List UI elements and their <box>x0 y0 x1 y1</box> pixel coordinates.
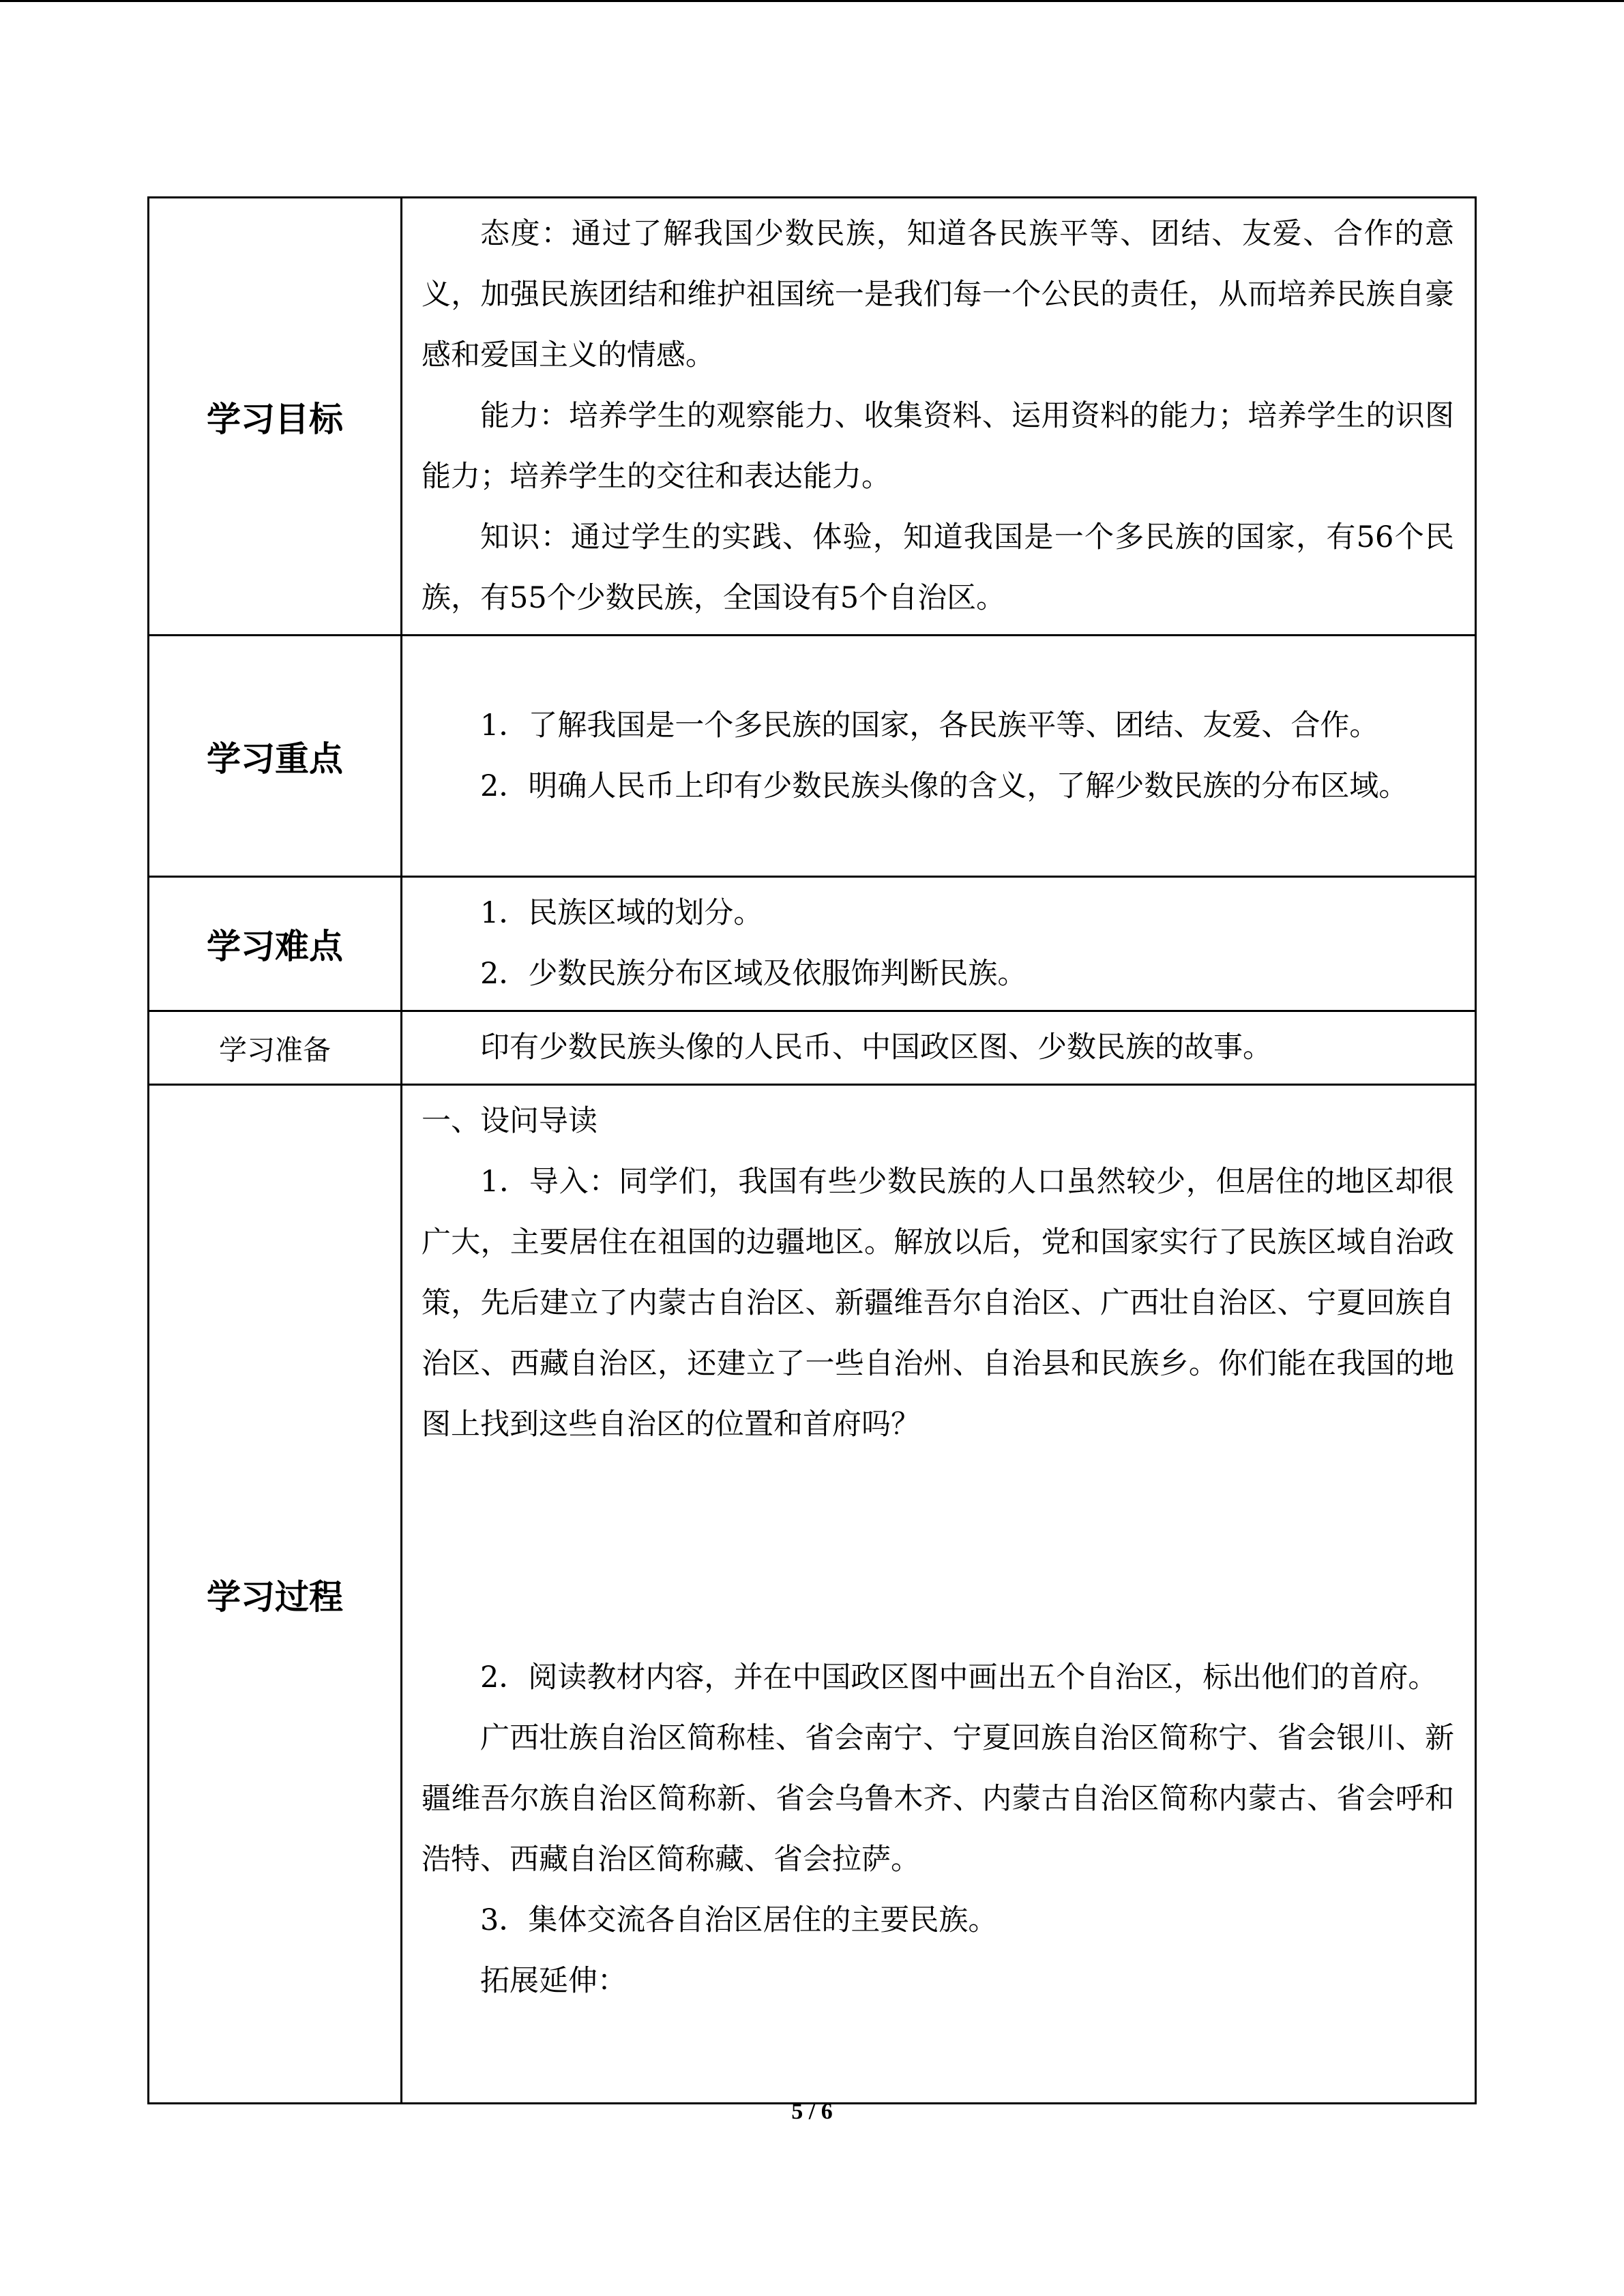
row-label: 学习目标 <box>207 399 343 439</box>
row-process <box>149 1085 1476 2104</box>
key-point-item: 2．明确人民币上印有少数民族头像的含义，了解少数民族的分布区域。 <box>480 769 1408 803</box>
content-cell-key-points <box>402 636 1476 877</box>
process-extension: 拓展延伸： <box>480 1964 627 1998</box>
row-key-points <box>149 636 1476 877</box>
difficulty-item: 1．民族区域的划分。 <box>480 896 763 930</box>
row-preparation <box>149 1011 1476 1085</box>
process-discussion: 3．集体交流各自治区居住的主要民族。 <box>480 1903 998 1937</box>
goal-knowledge: 知识：通过学生的实践、体验，知道我国是一个多民族的国家，有56个民族，有55个少数民族，全国设有5个自治区。 <box>422 520 1454 615</box>
label-cell-key-points <box>149 636 402 877</box>
goal-ability: 能力：培养学生的观察能力、收集资料、运用资料的能力；培养学生的识图能力；培养学生的交往和表达能力。 <box>422 399 1454 494</box>
label-cell-process <box>149 1085 402 2104</box>
preparation-text: 印有少数民族头像的人民币、中国政区图、少数民族的故事。 <box>480 1030 1272 1064</box>
content-cell-preparation <box>402 1011 1476 1085</box>
key-point-item: 1．了解我国是一个多民族的国家，各民族平等、团结、友爱、合作。 <box>480 708 1379 743</box>
label-cell-difficulties <box>149 877 402 1011</box>
content-cell-goals <box>402 198 1476 636</box>
label-cell-goals <box>149 198 402 636</box>
row-label: 学习重点 <box>207 739 343 779</box>
label-cell-preparation <box>149 1011 402 1085</box>
row-goals <box>149 198 1476 636</box>
row-label: 学习过程 <box>207 1577 343 1617</box>
process-heading: 一、设问导读 <box>422 1104 597 1138</box>
lesson-plan-table <box>147 196 1477 2104</box>
process-reading: 2．阅读教材内容，并在中国政区图中画出五个自治区，标出他们的首府。 <box>480 1660 1438 1695</box>
row-label: 学习难点 <box>207 927 343 966</box>
page-number: 5 / 6 <box>791 2099 833 2124</box>
answer-space <box>422 1455 1454 1648</box>
process-intro: 1．导入：同学们，我国有些少数民族的人口虽然较少，但居住的地区却很广大，主要居住在祖国的边疆地区。解放以后，党和国家实行了民族区域自治政策，先后建立了内蒙古自治区、新疆维吾尔自治区、广西壮自治区、宁夏回族自治区、西藏自治区，还建立了一些自治州、自治县和民族乡。你们能在我国的地图上找到这些自治区的位置和首府吗？ <box>422 1165 1454 1442</box>
content-cell-process <box>402 1085 1476 2104</box>
goal-attitude: 态度：通过了解我国少数民族，知道各民族平等、团结、友爱、合作的意义，加强民族团结和维护祖国统一是我们每一个公民的责任，从而培养民族自豪感和爱国主义的情感。 <box>422 217 1454 372</box>
row-label: 学习准备 <box>219 1034 331 1067</box>
content-cell-difficulties <box>402 877 1476 1011</box>
difficulty-item: 2．少数民族分布区域及依服饰判断民族。 <box>480 957 1027 991</box>
row-difficulties <box>149 877 1476 1011</box>
process-regions: 广西壮族自治区简称桂、省会南宁、宁夏回族自治区简称宁、省会银川、新疆维吾尔族自治区简称新、省会乌鲁木齐、内蒙古自治区简称内蒙古、省会呼和浩特、西藏自治区简称藏、省会拉萨。 <box>422 1721 1454 1877</box>
top-rule <box>0 0 1624 2</box>
